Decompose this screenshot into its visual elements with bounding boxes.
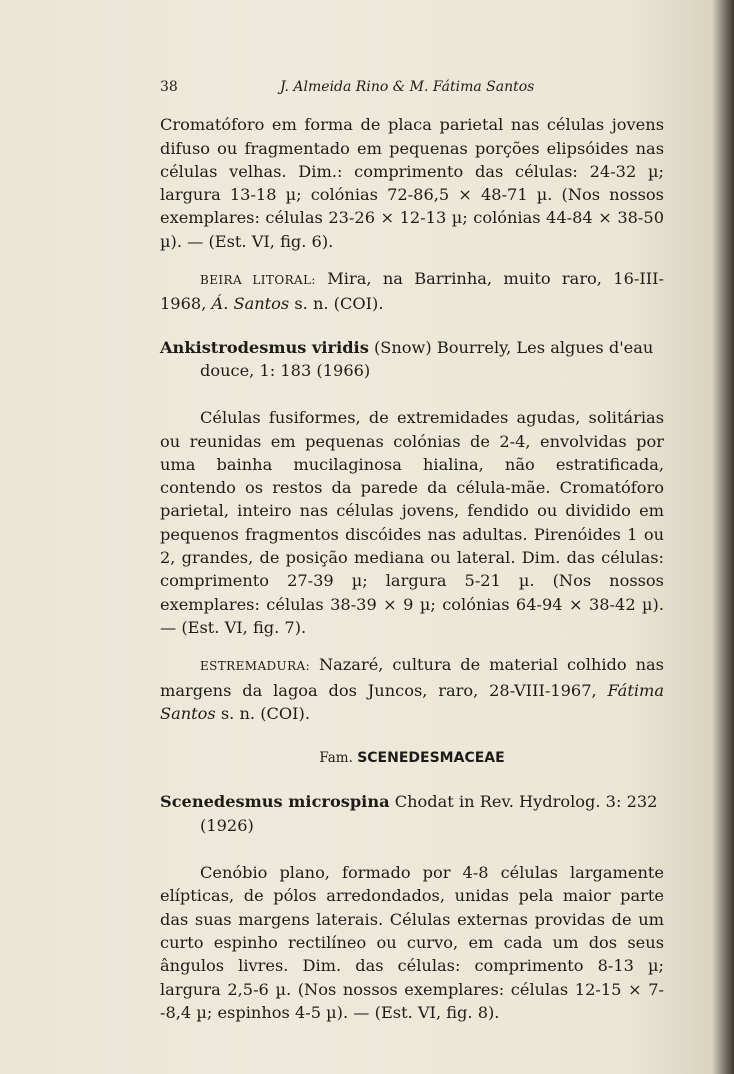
species-name-1: Ankistrodesmus viridis [160, 337, 369, 357]
locality-tail-1: s. n. (COI). [289, 294, 384, 314]
running-header [160, 76, 664, 99]
page-number: 38 [160, 79, 178, 95]
description-paragraph-2: Células fusiformes, de extremidades agudas, solitárias ou reunidas em pequenas colónias de 2-4, envolvidas por uma bainha mucilaginosa hialina, não estratificada, contendo os restos da parede da célula-mãe. Cromatóforo parietal, inteiro nas células jovens, fendido ou dividido em pequenos fragmentos discóides nas adultas. Pirenóides 1 ou 2, grandes, de posição mediana ou lateral. Dim. das células: comprimento 27-39 µ; largura 5-21 µ. (Nos nossos exemplares: células 38-39 × 9 µ; colónias 64-94 × 38-42 µ). — (Est. VI, fig. 7). [160, 408, 664, 637]
running-title: J. Almeida Rino & M. Fátima Santos [280, 79, 535, 95]
locality-record-1 [160, 267, 664, 316]
family-prefix: Fam. [319, 750, 358, 767]
region-label-1: BEIRA LITORAL: [200, 273, 316, 288]
family-name: SCENEDESMACEAE [357, 750, 505, 767]
species-name-2: Scenedesmus microspina [160, 792, 390, 812]
description-paragraph-1: Cromatóforo em forma de placa parietal nas células jovens difuso ou fragmentado em pequenas porções elipsóides nas células velhas. Dim.: comprimento das células: 24-32 µ; largura 13-18 µ; colónias 72-86,5 × 48-71 µ. (Nos nossos exemplares: células 23-26 × 12-13 µ; colónias 44-84 × 38-50 µ). — (Est. VI, fig. 6). [160, 115, 664, 251]
page-text-block [160, 76, 664, 1024]
description-paragraph-3: Cenóbio plano, formado por 4-8 células largamente elípticas, de pólos arredondados, unidas pela maior parte das suas margens laterais. Células externas providas de um curto espinho rectilíneo ou curvo, em cada um dos seus ângulos livres. Dim. das células: comprimento 8-13 µ; largura 2,5-6 µ. (Nos nossos exemplares: células 12-15 × 7--8,4 µ; espinhos 4-5 µ). — (Est. VI, fig. 8). [160, 863, 664, 1022]
locality-tail-2: s. n. (COI). [215, 703, 311, 723]
species-heading-2 [160, 790, 664, 837]
species-citation-1: (Snow) Bourrely, Les algues d'eau douce, 1: 183 (1966) [200, 337, 654, 380]
species-citation-2: Chodat in Rev. Hydrolog. 3: 232 (1926) [200, 792, 658, 835]
family-heading [160, 747, 664, 770]
species-heading-1 [160, 336, 664, 383]
locality-text-2: Nazaré, cultura de material colhido nas margens da lagoa dos Juncos, raro, 28-VIII-1967, [160, 655, 664, 700]
region-label-2: ESTREMADURA: [200, 659, 311, 674]
collector-name-2: Fátima Santos [160, 680, 664, 723]
collector-name-1: Á. Santos [211, 294, 290, 314]
locality-text-1: Mira, na Barrinha, muito raro, 16-III-1968, [160, 269, 664, 314]
locality-record-2 [160, 653, 664, 725]
